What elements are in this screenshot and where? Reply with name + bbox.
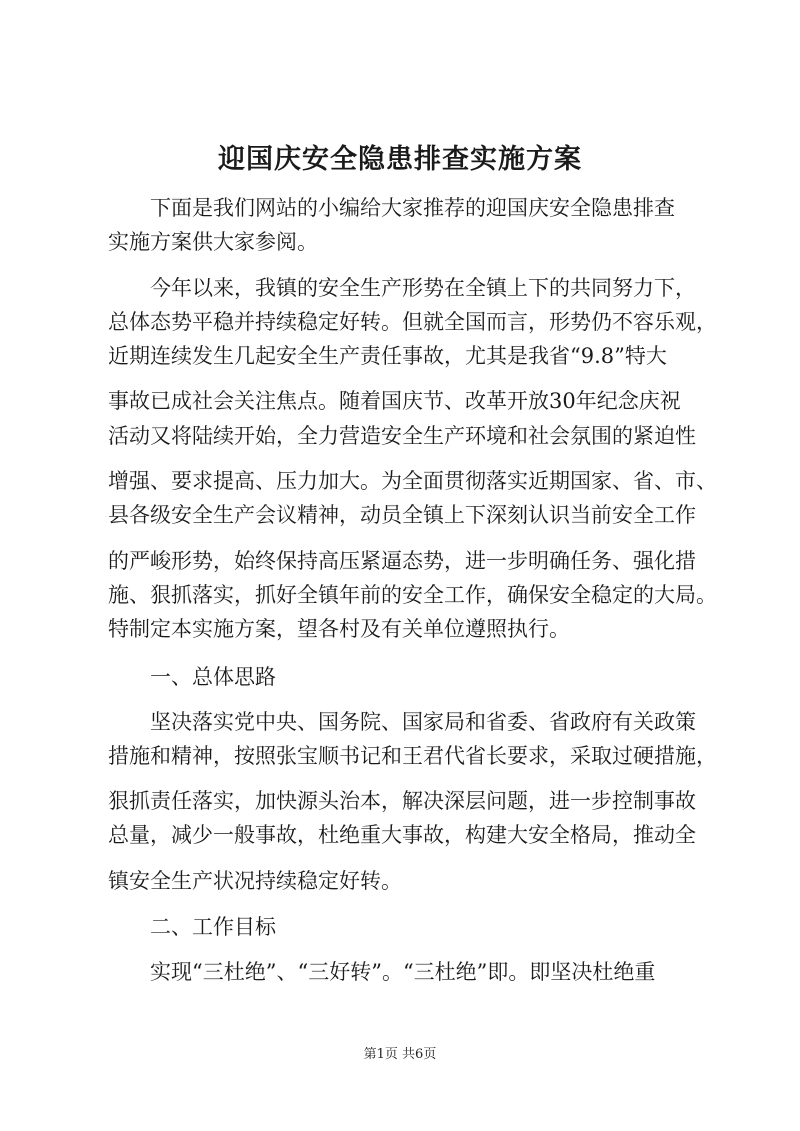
paragraph-line: 今年以来，我镇的安全生产形势在全镇上下的共同努力下， [150,276,696,300]
document-title: 迎国庆安全隐患排查实施方案 [218,144,582,175]
paragraph-line: 狠抓责任落实，加快源头治本，解决深层问题，进一步控制事故 [108,789,696,813]
paragraph-line: 坚决落实党中央、国务院、国家局和省委、省政府有关政策 [150,710,696,734]
paragraph-line: 近期连续发生几起安全生产责任事故，尤其是我省“9.8”特大 [108,344,667,368]
paragraph-line: 镇安全生产状况持续稳定好转。 [108,869,402,893]
paragraph-line: 下面是我们网站的小编给大家推荐的迎国庆安全隐患排查 [150,196,675,220]
paragraph-line: 总量，减少一般事故，杜绝重大事故，构建大安全格局，推动全 [108,823,696,847]
paragraph-line: 的严峻形势，始终保持高压紧逼态势，进一步明确任务、强化措 [108,549,696,573]
paragraph-line: 特制定本实施方案，望各村及有关单位遵照执行。 [108,617,570,641]
page-footer: 第1页 共6页 [363,1047,437,1062]
section-heading: 二、工作目标 [150,915,276,939]
paragraph-line: 措施和精神，按照张宝顺书记和王君代省长要求，采取过硬措施， [108,744,717,768]
paragraph-line: 活动又将陆续开始，全力营造安全生产环境和社会氛围的紧迫性 [108,424,696,448]
paragraph-line: 实施方案供大家参阅。 [108,230,318,254]
paragraph-line: 县各级安全生产会议精神，动员全镇上下深刻认识当前安全工作 [108,503,696,527]
paragraph-line: 施、狠抓落实，抓好全镇年前的安全工作，确保安全稳定的大局。 [108,583,717,607]
paragraph-line: 增强、要求提高、压力加大。为全面贯彻落实近期国家、省、市、 [108,469,717,493]
paragraph-line: 事故已成社会关注焦点。随着国庆节、改革开放30年纪念庆祝 [108,389,681,413]
paragraph-line: 总体态势平稳并持续稳定好转。但就全国而言，形势仍不容乐观， [108,310,717,334]
section-heading: 一、总体思路 [150,665,276,689]
paragraph-line: 实现“三杜绝”、“三好转”。“三杜绝”即。即坚决杜绝重 [150,960,656,984]
